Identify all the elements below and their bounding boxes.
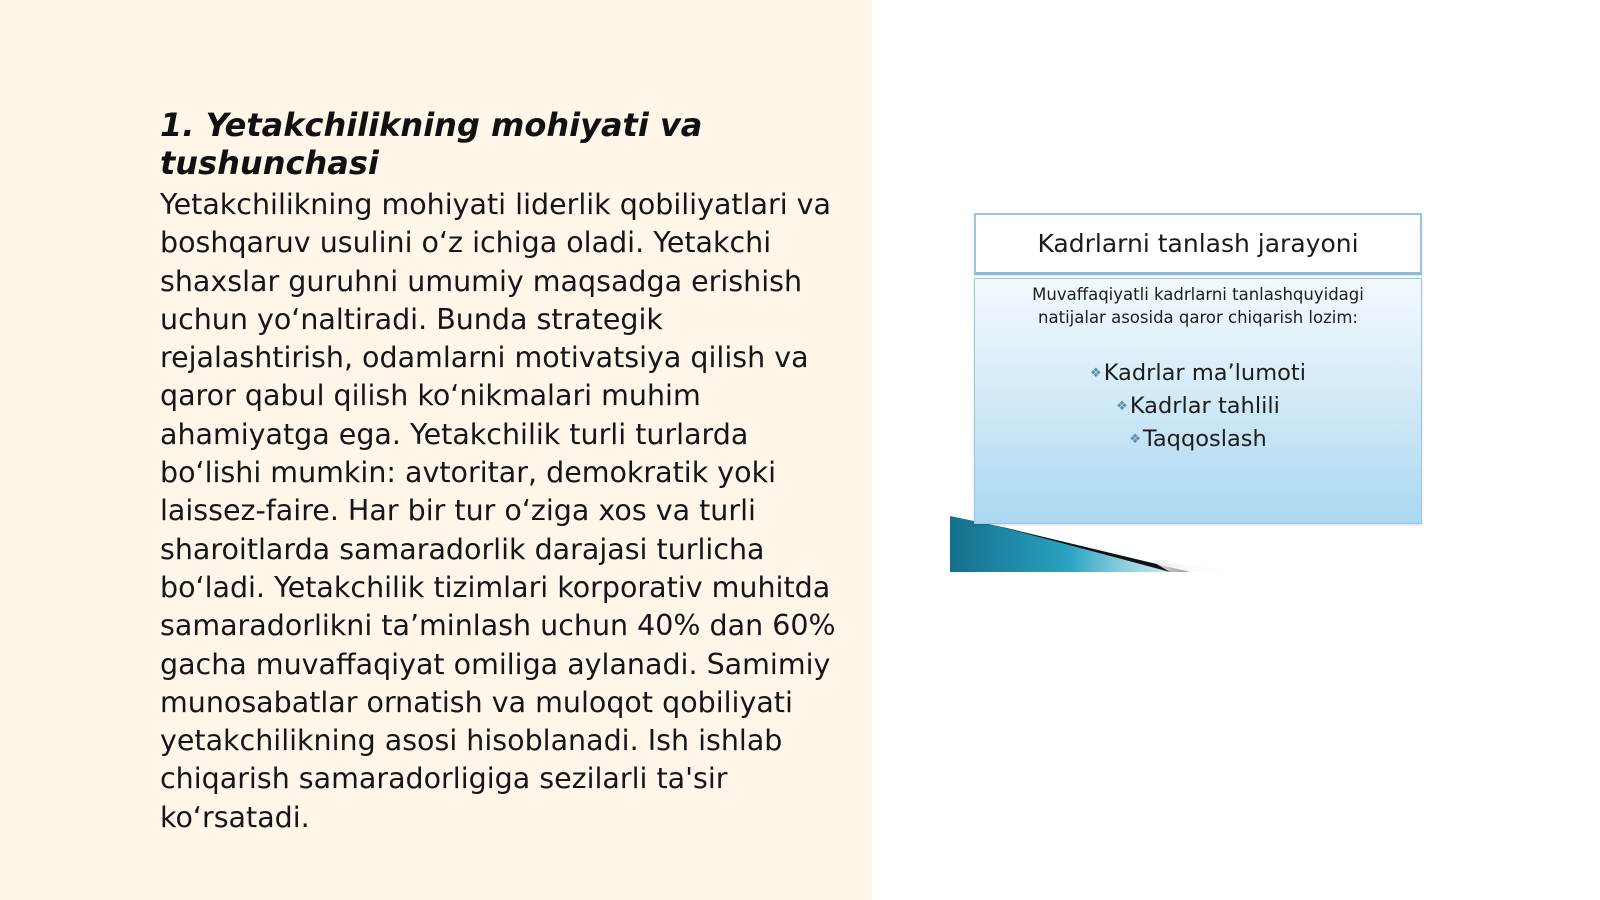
- diamond-bullet-icon: ❖: [1116, 399, 1128, 414]
- diagram-content-box: [974, 278, 1422, 524]
- diagram-list-item: [975, 357, 1421, 390]
- diagram-list-item: [975, 423, 1421, 456]
- diagram-intro-line-2: natijalar asosida qaror chiqarish lozim:: [1038, 308, 1358, 327]
- diagram-list-item: [975, 390, 1421, 423]
- diagram-shadow-decoration: [950, 516, 1270, 576]
- diagram-title-box: [974, 213, 1422, 275]
- diamond-bullet-icon: ❖: [1090, 366, 1102, 381]
- diagram-bullet-list: [975, 357, 1421, 456]
- diagram-list-item-label: Taqqoslash: [1142, 426, 1267, 452]
- selection-process-diagram: [950, 208, 1430, 588]
- diagram-list-item-label: Kadrlar ma’lumoti: [1103, 360, 1306, 386]
- diagram-intro-text: [975, 279, 1421, 329]
- diagram-list-item-label: Kadrlar tahlili: [1129, 393, 1280, 419]
- diagram-title: Kadrlarni tanlash jarayoni: [1037, 229, 1359, 258]
- diagram-intro-line-1: Muvaffaqiyatli kadrlarni tanlashquyidagi: [1032, 285, 1364, 304]
- slide-body-text: Yetakchilikning mohiyati liderlik qobiliyatlari va boshqaruv usulini o‘z ichiga oladi. Yetakchi shaxslar guruhni umumiy maqsadga erishish uchun yo‘naltiradi. Bunda strategik rejalashtirish, odamlarni motivatsiya qilish va qaror qabul qilish ko‘nikmalari muhim ahamiyatga ega. Yetakchilik turli turlarda bo‘lishi mumkin: avtoritar, demokratik yoki laissez-faire. Har bir tur o‘ziga xos va turli sharoitlarda samaradorlik darajasi turlicha bo‘ladi. Yetakchilik tizimlari korporativ muhitda samaradorlikni ta’minlash uchun 40% dan 60% gacha muvaffaqiyat omiliga aylanadi. Samimiy munosabatlar ornatish va muloqot qobiliyati yetakchilikning asosi hisoblanadi. Ish ishlab chiqarish samaradorligiga sezilarli ta'sir ko‘rsatadi.: [160, 188, 836, 834]
- diamond-bullet-icon: ❖: [1129, 432, 1141, 447]
- slide-heading: 1. Yetakchilikning mohiyati va tushunchasi: [160, 106, 703, 182]
